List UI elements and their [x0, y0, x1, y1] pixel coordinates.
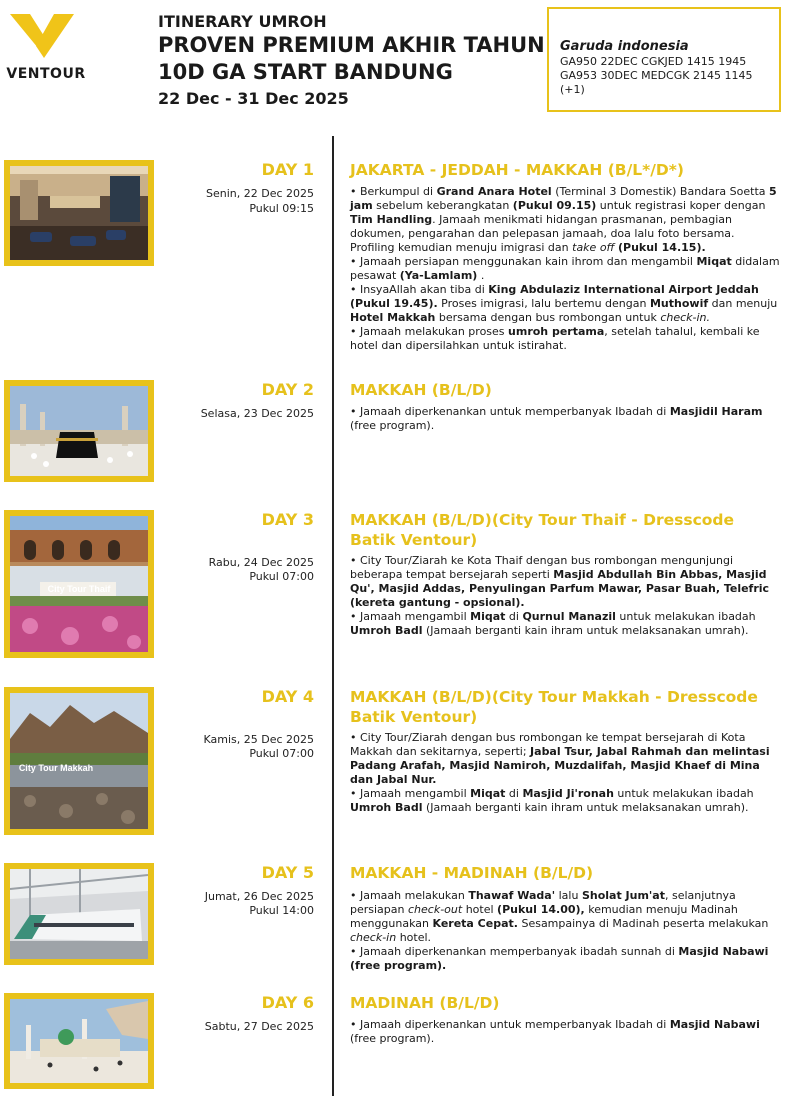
day-6-title: MADINAH (B/L/D)	[350, 994, 500, 1012]
description-paragraph: • Jamaah melakukan Thawaf Wada' lalu Sholat Jum'at, selanjutnya persiapan check-out hotel (Pukul 14.00), kemudian menuju Madinah menggunakan Kereta Cepat. Sesampainya di Madinah peserta melakukan check-in hotel.	[350, 889, 769, 944]
flight-leg-2: GA953 30DEC MEDCGK 2145 1145 (+1)	[560, 69, 753, 96]
day-6-description	[350, 1018, 780, 1046]
day-3-title: MAKKAH (B/L/D)(City Tour Thaif - Dresscode Batik Ventour)	[350, 511, 735, 549]
day-4-title: MAKKAH (B/L/D)(City Tour Makkah - Dresscode Batik Ventour)	[350, 688, 758, 726]
logo-text: VENTOUR	[6, 66, 86, 82]
day-6-label: DAY 6	[261, 993, 314, 1012]
day-1-label: DAY 1	[261, 160, 314, 179]
day-3-photo	[4, 510, 154, 658]
day-4-photo-caption: City Tour Makkah	[18, 763, 94, 773]
day-3-description	[350, 554, 780, 638]
package-subtitle: 10D GA START BANDUNG	[158, 60, 453, 84]
day-4-photo	[4, 687, 154, 835]
day-6-photo	[4, 993, 154, 1089]
itinerary-header	[158, 12, 548, 110]
day-1-date: Senin, 22 Dec 2025	[205, 187, 314, 200]
day-4-description	[350, 731, 780, 815]
day-5-title: MAKKAH - MADINAH (B/L/D)	[350, 864, 594, 882]
day-3-photo-caption: City Tour Thaif	[47, 584, 111, 594]
description-paragraph: • Jamaah persiapan menggunakan kain ihrom dan mengambil Miqat didalam pesawat (Ya-Lamlam) .	[350, 255, 780, 282]
day-4-label: DAY 4	[261, 687, 314, 706]
day-2-label: DAY 2	[261, 380, 314, 399]
day-1-description	[350, 185, 780, 353]
day-3-time: Pukul 07:00	[249, 570, 314, 583]
day-1-time: Pukul 09:15	[249, 202, 314, 215]
flight-info-box	[547, 7, 781, 112]
day-5-label: DAY 5	[261, 863, 314, 882]
description-paragraph: • Jamaah mengambil Miqat di Qurnul Manazil untuk melakukan ibadah Umroh Badl (Jamaah berganti kain ihram untuk melaksanakan umrah).	[350, 610, 756, 637]
description-paragraph: • Jamaah diperkenankan untuk memperbanyak Ibadah di Masjid Nabawi (free program).	[350, 1018, 760, 1045]
description-paragraph: • City Tour/Ziarah ke Kota Thaif dengan bus rombongan mengunjungi beberapa tempat bersejarah seperti Masjid Abdullah Bin Abbas, Masjid Qu', Masjid Addas, Penyulingan Parfum Mawar, Pasar Buah, Telefric (kereta gantung - opsional).	[350, 554, 770, 609]
day-1-title: JAKARTA - JEDDAH - MAKKAH (B/L*/D*)	[350, 161, 684, 179]
travel-dates: 22 Dec - 31 Dec 2025	[158, 89, 349, 108]
ventour-logo	[6, 14, 84, 86]
description-paragraph: • Jamaah melakukan proses umroh pertama, setelah tahalul, kembali ke hotel dan dipersilahkan untuk istirahat.	[350, 325, 760, 352]
day-5-photo	[4, 863, 154, 965]
day-2-date: Selasa, 23 Dec 2025	[200, 407, 314, 420]
timeline-divider	[332, 136, 334, 1096]
description-paragraph: • Jamaah mengambil Miqat di Masjid Ji'ronah untuk melakukan ibadah Umroh Badl (Jamaah berganti kain ihram untuk melaksanakan umrah).	[350, 787, 754, 814]
description-paragraph: • City Tour/Ziarah dengan bus rombongan ke tempat bersejarah di Kota Makkah dan sekitarnya, seperti; Jabal Tsur, Jabal Rahmah dan melintasi Padang Arafah, Masjid Namiroh, Muzdalifah, Masjid Khaef di Mina dan Jabal Nur.	[350, 731, 770, 786]
airline-name: Garuda indonesia	[560, 39, 689, 54]
day-5-date: Jumat, 26 Dec 2025	[204, 890, 314, 903]
description-paragraph: • InsyaAllah akan tiba di King Abdulaziz International Airport Jeddah (Pukul 19.45). Proses imigrasi, lalu bertemu dengan Muthowif dan menuju Hotel Makkah bersama dengan bus rombongan untuk check-in.	[350, 283, 778, 324]
day-3-date: Rabu, 24 Dec 2025	[208, 556, 314, 569]
description-paragraph: • Jamaah diperkenankan memperbanyak ibadah sunnah di Masjid Nabawi (free program).	[350, 945, 769, 972]
description-paragraph: • Jamaah diperkenankan untuk memperbanyak Ibadah di Masjidil Haram (free program).	[350, 405, 763, 432]
header-line1: ITINERARY UMROH	[158, 12, 327, 31]
description-paragraph: • Berkumpul di Grand Anara Hotel (Terminal 3 Domestik) Bandara Soetta 5 jam sebelum keberangkatan (Pukul 09.15) untuk registrasi koper dengan Tim Handling. Jamaah menikmati hidangan prasmanan, pembagian dokumen, pengarahan dan pelepasan jamaah, doa lalu foto bersama. Profiling kemudian menuju imigrasi dan take off (Pukul 14.15).	[350, 185, 777, 254]
day-6-date: Sabtu, 27 Dec 2025	[204, 1020, 314, 1033]
day-4-date: Kamis, 25 Dec 2025	[203, 733, 314, 746]
day-3-label: DAY 3	[261, 510, 314, 529]
day-4-time: Pukul 07:00	[249, 747, 314, 760]
flight-leg-1: GA950 22DEC CGKJED 1415 1945	[560, 55, 747, 68]
day-2-photo	[4, 380, 154, 482]
day-1-photo	[4, 160, 154, 266]
day-5-description	[350, 889, 780, 973]
package-name: PROVEN PREMIUM AKHIR TAHUN	[158, 33, 545, 57]
day-2-title: MAKKAH (B/L/D)	[350, 381, 492, 399]
day-2-description	[350, 405, 780, 433]
day-5-time: Pukul 14:00	[249, 904, 314, 917]
